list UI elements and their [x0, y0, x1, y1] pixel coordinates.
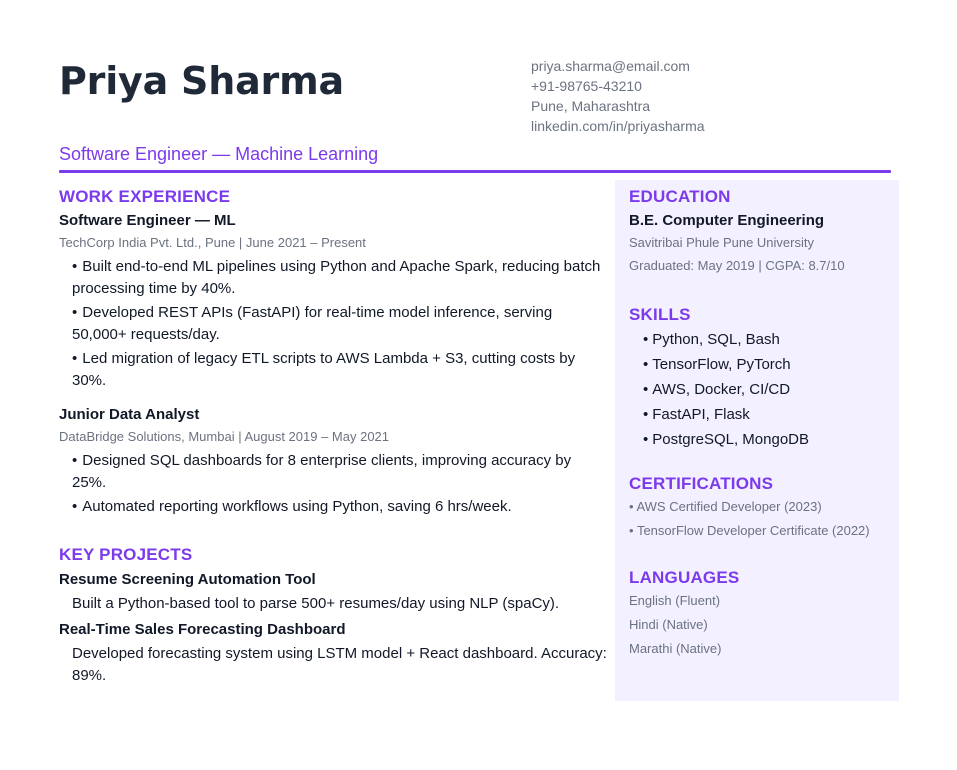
education-school: Savitribai Phule Pune University — [629, 235, 814, 250]
sidebar-content — [629, 185, 889, 663]
bullet-text: Developed REST APIs (FastAPI) for real-time model inference, serving 50,000+ requests/day. — [72, 304, 553, 343]
job-bullet — [72, 348, 609, 392]
skill-item — [643, 404, 889, 426]
job-role: Junior Data Analyst — [59, 406, 200, 423]
project-entry — [59, 619, 609, 687]
bullet-marker: • — [629, 523, 634, 538]
certification-item — [629, 497, 889, 517]
bullet-marker: • — [643, 381, 649, 398]
job-bullet — [72, 496, 609, 518]
bullet-marker: • — [72, 452, 78, 469]
contact-block — [531, 56, 705, 136]
certification-text: AWS Certified Developer (2023) — [636, 499, 822, 514]
bullet-marker: • — [643, 356, 649, 373]
job-meta: TechCorp India Pvt. Ltd., Pune | June 2021 – Present — [59, 235, 366, 250]
bullet-marker: • — [72, 498, 78, 515]
job-bullets — [59, 450, 609, 518]
certifications-section — [629, 472, 889, 541]
contact-email: priya.sharma@email.com — [531, 58, 690, 74]
section-title-work: WORK EXPERIENCE — [59, 187, 231, 206]
skill-text: PostgreSQL, MongoDB — [652, 431, 810, 448]
bullet-marker: • — [643, 331, 649, 348]
bullet-text: Designed SQL dashboards for 8 enterprise clients, improving accuracy by 25%. — [72, 452, 572, 491]
skill-item — [643, 329, 889, 351]
job-bullet — [72, 256, 609, 300]
language-item: Marathi (Native) — [629, 641, 722, 656]
job-entry — [59, 404, 609, 518]
skill-text: FastAPI, Flask — [652, 406, 750, 423]
sidebar — [615, 180, 899, 701]
education-details: Graduated: May 2019 | CGPA: 8.7/10 — [629, 258, 845, 273]
job-role: Software Engineer — ML — [59, 212, 236, 229]
bullet-text: Built end-to-end ML pipelines using Python and Apache Spark, reducing batch processing time by 40%. — [72, 258, 601, 297]
languages-section — [629, 566, 889, 659]
skills-section — [629, 303, 889, 451]
project-entry — [59, 569, 609, 615]
candidate-name: Priya Sharma — [59, 59, 344, 103]
contact-location: Pune, Maharashtra — [531, 98, 651, 114]
education-section — [629, 185, 889, 276]
bullet-marker: • — [72, 258, 78, 275]
header-divider — [59, 170, 891, 173]
contact-linkedin: linkedin.com/in/priyasharma — [531, 118, 705, 134]
skill-item — [643, 429, 889, 451]
bullet-marker: • — [72, 350, 78, 367]
bullet-marker: • — [643, 431, 649, 448]
bullet-text: Automated reporting workflows using Python, saving 6 hrs/week. — [82, 498, 512, 515]
section-title-skills: SKILLS — [629, 305, 691, 324]
key-projects-section — [59, 543, 609, 687]
project-name: Resume Screening Automation Tool — [59, 571, 316, 588]
job-meta: DataBridge Solutions, Mumbai | August 2019 – May 2021 — [59, 429, 390, 444]
skills-list — [629, 329, 889, 451]
professional-headline: Software Engineer — Machine Learning — [59, 144, 379, 164]
project-description: Built a Python-based tool to parse 500+ resumes/day using NLP (spaCy). — [72, 595, 560, 612]
bullet-marker: • — [629, 499, 634, 514]
education-degree: B.E. Computer Engineering — [629, 212, 825, 229]
certification-text: TensorFlow Developer Certificate (2022) — [636, 523, 870, 538]
certifications-list — [629, 497, 889, 541]
skill-text: TensorFlow, PyTorch — [652, 356, 791, 373]
contact-phone: +91-98765-43210 — [531, 78, 642, 94]
job-entry — [59, 210, 609, 392]
work-experience-section — [59, 185, 609, 518]
section-title-education: EDUCATION — [629, 187, 731, 206]
skill-text: AWS, Docker, CI/CD — [652, 381, 791, 398]
bullet-text: Led migration of legacy ETL scripts to AWS Lambda + S3, cutting costs by 30%. — [72, 350, 576, 389]
section-title-certifications: CERTIFICATIONS — [629, 474, 774, 493]
certification-item — [629, 521, 889, 541]
skill-text: Python, SQL, Bash — [652, 331, 780, 348]
job-bullet — [72, 450, 609, 494]
main-column — [59, 185, 609, 687]
job-bullet — [72, 302, 609, 346]
languages-list — [629, 591, 889, 659]
job-bullets — [59, 256, 609, 392]
skill-item — [643, 354, 889, 376]
section-title-projects: KEY PROJECTS — [59, 545, 193, 564]
bullet-marker: • — [72, 304, 78, 321]
project-description: Developed forecasting system using LSTM model + React dashboard. Accuracy: 89%. — [72, 645, 607, 684]
project-name: Real-Time Sales Forecasting Dashboard — [59, 621, 346, 638]
skill-item — [643, 379, 889, 401]
bullet-marker: • — [643, 406, 649, 423]
language-item: Hindi (Native) — [629, 617, 708, 632]
language-item: English (Fluent) — [629, 593, 721, 608]
section-title-languages: LANGUAGES — [629, 568, 740, 587]
